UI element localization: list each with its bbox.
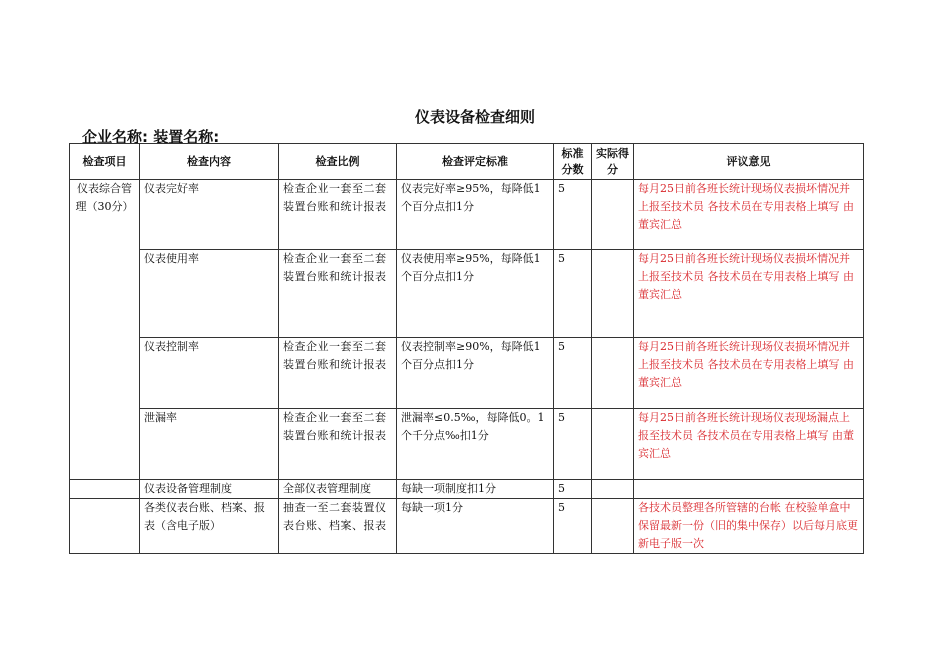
standard-cell: 仪表使用率≥95%，每降低1个百分点扣1分 — [397, 250, 554, 338]
score-cell: 5 — [554, 338, 592, 409]
header-std-score: 标准分数 — [554, 144, 592, 180]
comment-cell: 每月25日前各班长统计现场仪表损坏情况并上报至技术员 各技术员在专用表格上填写 由董宾汇总 — [634, 180, 864, 250]
table-row — [70, 480, 864, 499]
group-cell-empty — [70, 480, 140, 499]
standard-cell: 仪表控制率≥90%，每降低1个百分点扣1分 — [397, 338, 554, 409]
standard-cell: 每缺一项制度扣1分 — [397, 480, 554, 499]
content-cell: 仪表控制率 — [140, 338, 279, 409]
ratio-cell: 检查企业一套至二套装置台账和统计报表 — [279, 338, 397, 409]
document-title: 仪表设备检查细则 — [414, 108, 535, 126]
actual-score-cell — [592, 250, 634, 338]
group-cell-empty — [70, 499, 140, 554]
table-row — [70, 338, 864, 409]
ratio-cell: 全部仪表管理制度 — [279, 480, 397, 499]
comment-cell: 每月25日前各班长统计现场仪表损坏情况并上报至技术员 各技术员在专用表格上填写 由董宾汇总 — [634, 250, 864, 338]
standard-cell: 泄漏率≤0.5‰，每降低0。1个千分点‰扣1分 — [397, 409, 554, 480]
header-standard: 检查评定标准 — [397, 144, 554, 180]
content-cell: 仪表完好率 — [140, 180, 279, 250]
actual-score-cell — [592, 338, 634, 409]
comment-cell: 各技术员整理各所管辖的台帐 在校验单盒中保留最新一份（旧的集中保存）以后每月底更新电子版一次 — [634, 499, 864, 554]
content-cell: 泄漏率 — [140, 409, 279, 480]
comment-cell: 每月25日前各班长统计现场仪表损坏情况并上报至技术员 各技术员在专用表格上填写 由董宾汇总 — [634, 338, 864, 409]
ratio-cell: 检查企业一套至二套装置台账和统计报表 — [279, 409, 397, 480]
actual-score-cell — [592, 409, 634, 480]
header-actual-score: 实际得分 — [592, 144, 634, 180]
ratio-cell: 检查企业一套至二套装置台账和统计报表 — [279, 180, 397, 250]
comment-cell — [634, 480, 864, 499]
score-cell: 5 — [554, 499, 592, 554]
header-content: 检查内容 — [140, 144, 279, 180]
header-comment: 评议意见 — [634, 144, 864, 180]
header-ratio: 检查比例 — [279, 144, 397, 180]
content-cell: 仪表使用率 — [140, 250, 279, 338]
score-cell: 5 — [554, 180, 592, 250]
score-cell: 5 — [554, 250, 592, 338]
comment-cell: 每月25日前各班长统计现场仪表现场漏点上报至技术员 各技术员在专用表格上填写 由董宾汇总 — [634, 409, 864, 480]
header-item: 检查项目 — [70, 144, 140, 180]
ratio-cell: 检查企业一套至二套装置台账和统计报表 — [279, 250, 397, 338]
table-header-row — [70, 144, 864, 180]
table-row — [70, 180, 864, 250]
content-cell: 各类仪表台账、档案、报表（含电子版） — [140, 499, 279, 554]
table-row — [70, 499, 864, 554]
table-row — [70, 409, 864, 480]
actual-score-cell — [592, 180, 634, 250]
actual-score-cell — [592, 480, 634, 499]
standard-cell: 仪表完好率≥95%，每降低1个百分点扣1分 — [397, 180, 554, 250]
group-cell: 仪表综合管理（30分） — [70, 180, 140, 480]
content-cell: 仪表设备管理制度 — [140, 480, 279, 499]
inspection-table — [69, 143, 864, 554]
company-name-label: 企业名称: 装置名称: — [82, 128, 220, 146]
score-cell: 5 — [554, 480, 592, 499]
actual-score-cell — [592, 499, 634, 554]
standard-cell: 每缺一项1分 — [397, 499, 554, 554]
score-cell: 5 — [554, 409, 592, 480]
table-row — [70, 250, 864, 338]
ratio-cell: 抽查一至二套装置仪表台账、档案、报表 — [279, 499, 397, 554]
